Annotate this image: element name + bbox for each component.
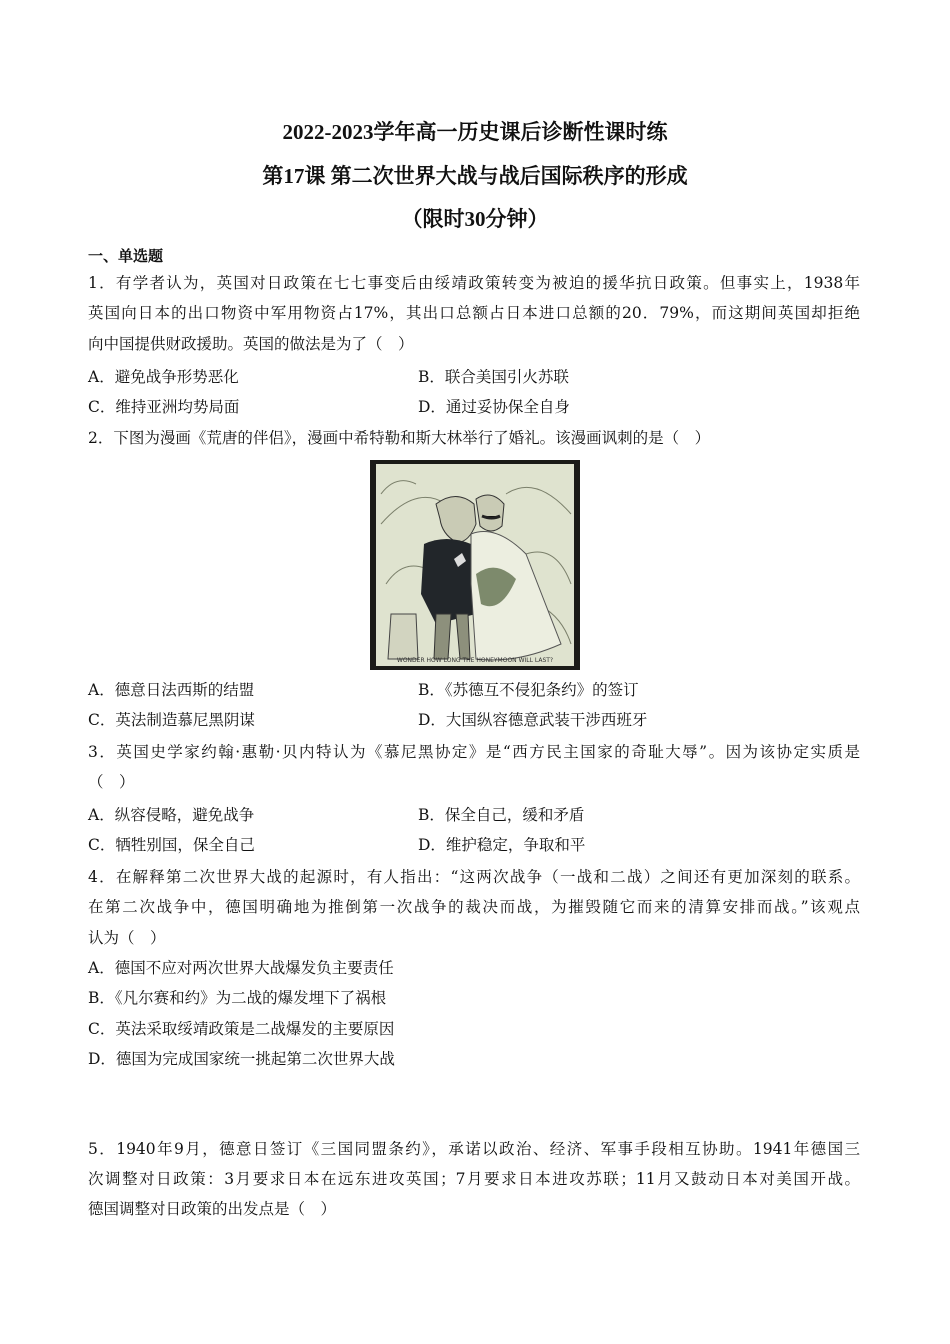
section-heading: 一、单选题 bbox=[88, 247, 164, 265]
option-c[interactable]: C．英法制造慕尼黑阴谋 bbox=[88, 711, 255, 729]
option-b[interactable]: B．《凡尔赛和约》为二战的爆发埋下了祸根 bbox=[88, 989, 387, 1007]
question-text: 3．英国史学家约翰·惠勒·贝内特认为《慕尼黑协定》是“西方民主国家的奇耻大辱”。因为该协定实质是 bbox=[88, 743, 860, 761]
option-b[interactable]: B．《苏德互不侵犯条约》的签订 bbox=[418, 681, 639, 699]
option-a[interactable]: A．德意日法西斯的结盟 bbox=[88, 681, 255, 699]
cartoon-image bbox=[370, 460, 580, 670]
option-a[interactable]: A．纵容侵略，避免战争 bbox=[88, 806, 255, 824]
question-text: 5．1940年9月，德意日签订《三国同盟条约》，承诺以政治、经济、军事手段相互协助。1941年德国三 bbox=[88, 1140, 860, 1158]
question-text: 德国调整对日政策的出发点是（ ） bbox=[88, 1200, 337, 1218]
doc-title: 2022-2023学年高一历史课后诊断性课时练 bbox=[282, 120, 668, 144]
question-text: 在第二次战争中，德国明确地为推倒第一次战争的裁决而战，为摧毁随它而来的清算安排而战。”该观点 bbox=[88, 898, 860, 916]
option-b[interactable]: B．联合美国引火苏联 bbox=[418, 368, 569, 386]
question-text: 次调整对日政策：3月要求日本在远东进攻英国；7月要求日本进攻苏联；11月又鼓动日本对美国开战。 bbox=[88, 1170, 860, 1188]
cartoon-caption: WONDER HOW LONG THE HONEYMOON WILL LAST? bbox=[396, 657, 554, 664]
option-c[interactable]: C．牺牲别国，保全自己 bbox=[88, 836, 255, 854]
option-c[interactable]: C．维持亚洲均势局面 bbox=[88, 398, 240, 416]
option-a[interactable]: A．德国不应对两次世界大战爆发负主要责任 bbox=[88, 959, 394, 977]
option-a[interactable]: A．避免战争形势恶化 bbox=[88, 368, 239, 386]
question-text: 4．在解释第二次世界大战的起源时，有人指出：“这两次战争（一战和二战）之间还有更加深刻的联系。 bbox=[88, 868, 860, 886]
option-d[interactable]: D．德国为完成国家统一挑起第二次世界大战 bbox=[88, 1050, 395, 1068]
option-c[interactable]: C．英法采取绥靖政策是二战爆发的主要原因 bbox=[88, 1020, 395, 1038]
option-d[interactable]: D．维护稳定，争取和平 bbox=[418, 836, 586, 854]
question-text: 2．下图为漫画《荒唐的伴侣》，漫画中希特勒和斯大林举行了婚礼。该漫画讽刺的是（ ） bbox=[88, 429, 711, 447]
lesson-title: 第17课 第二次世界大战与战后国际秩序的形成 bbox=[262, 164, 688, 188]
option-d[interactable]: D．大国纵容德意武装干涉西班牙 bbox=[418, 711, 648, 729]
time-limit: （限时30分钟） bbox=[401, 207, 549, 231]
question-text: （ ） bbox=[88, 773, 135, 791]
option-d[interactable]: D．通过妥协保全自身 bbox=[418, 398, 570, 416]
question-text: 认为（ ） bbox=[88, 929, 166, 947]
cartoon-illustration bbox=[376, 464, 574, 666]
option-b[interactable]: B．保全自己，缓和矛盾 bbox=[418, 806, 585, 824]
question-text: 英国向日本的出口物资中军用物资占17%，其出口总额占日本进口总额的20．79%，而这期间英国却拒绝 bbox=[88, 304, 860, 322]
question-text: 向中国提供财政援助。英国的做法是为了（ ） bbox=[88, 335, 414, 353]
question-text: 1．有学者认为，英国对日政策在七七事变后由绥靖政策转变为被迫的援华抗日政策。但事实上，1938年 bbox=[88, 274, 860, 292]
